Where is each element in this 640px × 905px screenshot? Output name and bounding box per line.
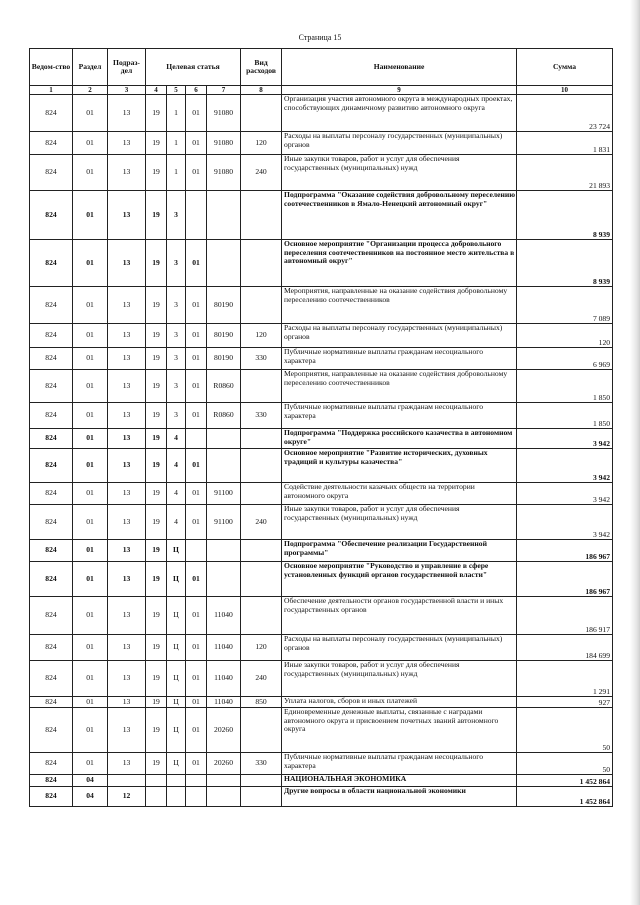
name-cell: Публичные нормативные выплаты гражданам несоциального характера	[282, 753, 517, 775]
sum-cell: 21 893	[517, 155, 613, 191]
expense-type-cell	[241, 787, 282, 807]
target-subprogram-cell: Ц	[167, 635, 186, 661]
expense-type-cell	[241, 370, 282, 403]
target-subprogram-cell: 3	[167, 348, 186, 370]
expense-type-cell: 240	[241, 155, 282, 191]
razdel-cell: 01	[73, 287, 108, 324]
podrazdel-cell: 13	[108, 287, 146, 324]
header-vedomstvo: Ведом-ство	[30, 49, 73, 86]
podrazdel-cell: 13	[108, 403, 146, 429]
column-number-cell: 6	[186, 86, 207, 95]
column-number-cell: 5	[167, 86, 186, 95]
podrazdel-cell: 13	[108, 348, 146, 370]
razdel-cell: 01	[73, 240, 108, 287]
name-cell: Иные закупки товаров, работ и услуг для обеспечения государственных (муниципальных) нужд	[282, 661, 517, 697]
podrazdel-cell: 13	[108, 155, 146, 191]
podrazdel-cell: 13	[108, 132, 146, 155]
razdel-cell: 01	[73, 429, 108, 449]
name-cell: НАЦИОНАЛЬНАЯ ЭКОНОМИКА	[282, 775, 517, 787]
podrazdel-cell: 13	[108, 449, 146, 483]
expense-type-cell: 330	[241, 753, 282, 775]
sum-cell: 7 089	[517, 287, 613, 324]
target-event-cell: 01	[186, 95, 207, 132]
target-subprogram-cell: 3	[167, 403, 186, 429]
podrazdel-cell: 13	[108, 540, 146, 562]
target-event-cell: 01	[186, 324, 207, 348]
sum-cell: 6 969	[517, 348, 613, 370]
column-number-cell: 2	[73, 86, 108, 95]
table-row	[30, 155, 613, 191]
target-event-cell: 01	[186, 697, 207, 708]
sum-cell: 3 942	[517, 505, 613, 540]
name-cell: Расходы на выплаты персоналу государственных (муниципальных) органов	[282, 635, 517, 661]
razdel-cell: 01	[73, 635, 108, 661]
vedomstvo-cell: 824	[30, 155, 73, 191]
table-row	[30, 449, 613, 483]
expense-type-cell: 240	[241, 505, 282, 540]
table-row	[30, 95, 613, 132]
target-program-cell: 19	[146, 708, 167, 753]
sum-cell: 120	[517, 324, 613, 348]
table-row	[30, 597, 613, 635]
table-row	[30, 787, 613, 807]
target-direction-cell: 91080	[207, 132, 241, 155]
table-row	[30, 505, 613, 540]
podrazdel-cell: 13	[108, 708, 146, 753]
name-cell: Обеспечение деятельности органов государственной власти и иных государственных органов	[282, 597, 517, 635]
vedomstvo-cell: 824	[30, 708, 73, 753]
target-subprogram-cell: 3	[167, 287, 186, 324]
vedomstvo-cell: 824	[30, 370, 73, 403]
sum-cell: 8 939	[517, 240, 613, 287]
target-subprogram-cell: Ц	[167, 540, 186, 562]
vedomstvo-cell: 824	[30, 753, 73, 775]
column-number-cell: 9	[282, 86, 517, 95]
podrazdel-cell: 13	[108, 95, 146, 132]
target-subprogram-cell: 4	[167, 449, 186, 483]
table-row	[30, 403, 613, 429]
sum-cell: 23 724	[517, 95, 613, 132]
target-subprogram-cell: Ц	[167, 753, 186, 775]
target-program-cell: 19	[146, 95, 167, 132]
table-row	[30, 240, 613, 287]
target-program-cell: 19	[146, 240, 167, 287]
sum-cell: 186 967	[517, 540, 613, 562]
podrazdel-cell: 13	[108, 240, 146, 287]
name-cell: Организация участия автономного округа в международных проектах, способствующих динамичному развитию автономного округа	[282, 95, 517, 132]
vedomstvo-cell: 824	[30, 540, 73, 562]
target-event-cell	[186, 540, 207, 562]
expense-type-cell	[241, 287, 282, 324]
sum-cell: 186 967	[517, 562, 613, 597]
podrazdel-cell: 13	[108, 661, 146, 697]
target-direction-cell: 11040	[207, 661, 241, 697]
target-program-cell: 19	[146, 449, 167, 483]
sum-cell: 927	[517, 697, 613, 708]
table-row	[30, 287, 613, 324]
target-program-cell: 19	[146, 562, 167, 597]
podrazdel-cell: 13	[108, 505, 146, 540]
target-subprogram-cell: 1	[167, 95, 186, 132]
target-program-cell: 19	[146, 429, 167, 449]
podrazdel-cell: 13	[108, 597, 146, 635]
column-number-cell: 3	[108, 86, 146, 95]
expense-type-cell	[241, 449, 282, 483]
target-direction-cell	[207, 562, 241, 597]
vedomstvo-cell: 824	[30, 597, 73, 635]
target-program-cell: 19	[146, 348, 167, 370]
razdel-cell: 01	[73, 348, 108, 370]
expense-type-cell	[241, 562, 282, 597]
target-direction-cell: 80190	[207, 348, 241, 370]
target-program-cell: 19	[146, 191, 167, 240]
razdel-cell: 01	[73, 324, 108, 348]
table-row	[30, 348, 613, 370]
target-event-cell: 01	[186, 155, 207, 191]
target-event-cell	[186, 191, 207, 240]
header-razdel: Раздел	[73, 49, 108, 86]
podrazdel-cell: 13	[108, 483, 146, 505]
sum-cell: 1 291	[517, 661, 613, 697]
podrazdel-cell: 13	[108, 370, 146, 403]
target-event-cell: 01	[186, 753, 207, 775]
header-naimenovanie: Наименование	[282, 49, 517, 86]
target-direction-cell: 91100	[207, 505, 241, 540]
razdel-cell: 01	[73, 661, 108, 697]
name-cell: Другие вопросы в области национальной экономики	[282, 787, 517, 807]
target-program-cell: 19	[146, 540, 167, 562]
target-subprogram-cell: Ц	[167, 697, 186, 708]
expense-type-cell	[241, 708, 282, 753]
expense-type-cell	[241, 597, 282, 635]
vedomstvo-cell: 824	[30, 775, 73, 787]
table-row	[30, 775, 613, 787]
razdel-cell: 01	[73, 540, 108, 562]
table-row	[30, 370, 613, 403]
target-direction-cell: 11040	[207, 635, 241, 661]
target-direction-cell	[207, 787, 241, 807]
header-summa: Сумма	[517, 49, 613, 86]
expense-type-cell	[241, 240, 282, 287]
target-direction-cell	[207, 775, 241, 787]
expense-type-cell	[241, 775, 282, 787]
expense-type-cell	[241, 483, 282, 505]
target-direction-cell: 80190	[207, 287, 241, 324]
expense-type-cell: 240	[241, 661, 282, 697]
target-program-cell: 19	[146, 370, 167, 403]
target-event-cell	[186, 775, 207, 787]
target-event-cell: 01	[186, 661, 207, 697]
table-row	[30, 708, 613, 753]
target-event-cell: 01	[186, 240, 207, 287]
target-subprogram-cell: 4	[167, 483, 186, 505]
razdel-cell: 01	[73, 483, 108, 505]
header-podrazdel: Подраз-дел	[108, 49, 146, 86]
target-event-cell: 01	[186, 348, 207, 370]
column-number-cell: 10	[517, 86, 613, 95]
vedomstvo-cell: 824	[30, 661, 73, 697]
table-row	[30, 635, 613, 661]
target-direction-cell: 80190	[207, 324, 241, 348]
name-cell: Мероприятия, направленные на оказание содействия добровольному переселению соотечественников	[282, 370, 517, 403]
target-event-cell: 01	[186, 483, 207, 505]
target-subprogram-cell: Ц	[167, 708, 186, 753]
target-event-cell	[186, 429, 207, 449]
razdel-cell: 01	[73, 403, 108, 429]
sum-cell: 50	[517, 708, 613, 753]
expense-type-cell	[241, 429, 282, 449]
razdel-cell: 01	[73, 155, 108, 191]
target-program-cell: 19	[146, 287, 167, 324]
header-celevaya-statya: Целевая статья	[146, 49, 241, 86]
target-direction-cell: 91080	[207, 155, 241, 191]
table-row	[30, 132, 613, 155]
podrazdel-cell: 13	[108, 429, 146, 449]
name-cell: Иные закупки товаров, работ и услуг для обеспечения государственных (муниципальных) нужд	[282, 155, 517, 191]
sum-cell: 1 452 864	[517, 775, 613, 787]
expense-type-cell	[241, 540, 282, 562]
vedomstvo-cell: 824	[30, 429, 73, 449]
name-cell: Расходы на выплаты персоналу государственных (муниципальных) органов	[282, 324, 517, 348]
sum-cell: 184 699	[517, 635, 613, 661]
vedomstvo-cell: 824	[30, 449, 73, 483]
target-event-cell: 01	[186, 597, 207, 635]
razdel-cell: 01	[73, 191, 108, 240]
target-direction-cell: 20260	[207, 708, 241, 753]
column-number-cell: 8	[241, 86, 282, 95]
vedomstvo-cell: 824	[30, 132, 73, 155]
column-number-cell: 7	[207, 86, 241, 95]
target-direction-cell	[207, 240, 241, 287]
target-event-cell: 01	[186, 449, 207, 483]
podrazdel-cell: 13	[108, 697, 146, 708]
target-direction-cell	[207, 429, 241, 449]
razdel-cell: 01	[73, 562, 108, 597]
column-number-cell: 1	[30, 86, 73, 95]
name-cell: Основное мероприятие "Организации процесса добровольного переселения соотечественников на постоянное место жительства в автономный округ"	[282, 240, 517, 287]
vedomstvo-cell: 824	[30, 324, 73, 348]
target-event-cell	[186, 787, 207, 807]
razdel-cell: 04	[73, 775, 108, 787]
vedomstvo-cell: 824	[30, 505, 73, 540]
table-row	[30, 483, 613, 505]
podrazdel-cell: 13	[108, 191, 146, 240]
expense-type-cell	[241, 191, 282, 240]
target-direction-cell	[207, 191, 241, 240]
target-subprogram-cell: 1	[167, 132, 186, 155]
table-row	[30, 429, 613, 449]
name-cell: Основное мероприятие "Руководство и управление в сфере установленных функций органов государственной власти"	[282, 562, 517, 597]
expense-type-cell: 330	[241, 348, 282, 370]
target-program-cell: 19	[146, 597, 167, 635]
table-row	[30, 753, 613, 775]
podrazdel-cell: 13	[108, 635, 146, 661]
name-cell: Подпрограмма "Поддержка российского казачества в автономном округе"	[282, 429, 517, 449]
razdel-cell: 01	[73, 449, 108, 483]
target-program-cell: 19	[146, 324, 167, 348]
name-cell: Подпрограмма "Обеспечение реализации Государственной программы"	[282, 540, 517, 562]
sum-cell: 1 452 864	[517, 787, 613, 807]
razdel-cell: 01	[73, 708, 108, 753]
vedomstvo-cell: 824	[30, 403, 73, 429]
target-direction-cell	[207, 540, 241, 562]
name-cell: Единовременные денежные выплаты, связанные с наградами автономного округа и присвоением почетных званий автономного округа	[282, 708, 517, 753]
expense-type-cell: 120	[241, 132, 282, 155]
target-subprogram-cell: Ц	[167, 597, 186, 635]
name-cell: Основное мероприятие "Развитие исторических, духовных традиций и культуры казачества"	[282, 449, 517, 483]
table-body	[30, 95, 613, 807]
target-subprogram-cell: 4	[167, 505, 186, 540]
target-subprogram-cell	[167, 775, 186, 787]
page-number-label: Страница 15	[298, 33, 342, 42]
sum-cell: 1 850	[517, 370, 613, 403]
vedomstvo-cell: 824	[30, 95, 73, 132]
target-program-cell: 19	[146, 483, 167, 505]
vedomstvo-cell: 824	[30, 483, 73, 505]
vedomstvo-cell: 824	[30, 562, 73, 597]
podrazdel-cell: 13	[108, 324, 146, 348]
name-cell: Мероприятия, направленные на оказание содействия добровольному переселению соотечественников	[282, 287, 517, 324]
target-event-cell: 01	[186, 403, 207, 429]
table-row	[30, 562, 613, 597]
header-vid-rashodov: Вид расходов	[241, 49, 282, 86]
table-row	[30, 324, 613, 348]
razdel-cell: 01	[73, 370, 108, 403]
target-program-cell: 19	[146, 661, 167, 697]
target-event-cell: 01	[186, 132, 207, 155]
razdel-cell: 01	[73, 697, 108, 708]
target-direction-cell: 91080	[207, 95, 241, 132]
podrazdel-cell: 12	[108, 787, 146, 807]
sum-cell: 3 942	[517, 449, 613, 483]
target-subprogram-cell: Ц	[167, 562, 186, 597]
sum-cell: 3 942	[517, 483, 613, 505]
target-program-cell	[146, 787, 167, 807]
target-program-cell: 19	[146, 403, 167, 429]
expense-type-cell: 850	[241, 697, 282, 708]
target-direction-cell: 91100	[207, 483, 241, 505]
column-number-cell: 4	[146, 86, 167, 95]
target-event-cell: 01	[186, 708, 207, 753]
target-subprogram-cell: Ц	[167, 661, 186, 697]
target-subprogram-cell: 4	[167, 429, 186, 449]
target-program-cell: 19	[146, 505, 167, 540]
razdel-cell: 04	[73, 787, 108, 807]
expense-type-cell: 120	[241, 635, 282, 661]
podrazdel-cell: 13	[108, 753, 146, 775]
table-row	[30, 540, 613, 562]
razdel-cell: 01	[73, 95, 108, 132]
name-cell: Публичные нормативные выплаты гражданам несоциального характера	[282, 403, 517, 429]
target-subprogram-cell: 1	[167, 155, 186, 191]
podrazdel-cell: 13	[108, 562, 146, 597]
razdel-cell: 01	[73, 753, 108, 775]
name-cell: Содействие деятельности казачьих обществ на территории автономного округа	[282, 483, 517, 505]
target-event-cell: 01	[186, 635, 207, 661]
target-event-cell: 01	[186, 505, 207, 540]
sum-cell: 1 850	[517, 403, 613, 429]
expense-type-cell: 120	[241, 324, 282, 348]
target-subprogram-cell	[167, 787, 186, 807]
vedomstvo-cell: 824	[30, 287, 73, 324]
sum-cell: 8 939	[517, 191, 613, 240]
target-program-cell: 19	[146, 155, 167, 191]
scan-edge-shadow	[630, 0, 640, 905]
vedomstvo-cell: 824	[30, 240, 73, 287]
expense-type-cell: 330	[241, 403, 282, 429]
expense-type-cell	[241, 95, 282, 132]
target-event-cell: 01	[186, 287, 207, 324]
target-subprogram-cell: 3	[167, 370, 186, 403]
vedomstvo-cell: 824	[30, 348, 73, 370]
podrazdel-cell	[108, 775, 146, 787]
target-subprogram-cell: 3	[167, 240, 186, 287]
budget-table	[29, 48, 613, 807]
vedomstvo-cell: 824	[30, 191, 73, 240]
vedomstvo-cell: 824	[30, 635, 73, 661]
target-subprogram-cell: 3	[167, 191, 186, 240]
target-direction-cell: R0860	[207, 370, 241, 403]
razdel-cell: 01	[73, 132, 108, 155]
name-cell: Публичные нормативные выплаты гражданам несоциального характера	[282, 348, 517, 370]
target-program-cell: 19	[146, 753, 167, 775]
table-row	[30, 661, 613, 697]
target-event-cell: 01	[186, 370, 207, 403]
target-direction-cell	[207, 449, 241, 483]
razdel-cell: 01	[73, 505, 108, 540]
name-cell: Подпрограмма "Оказание содействия добровольному переселению соотечественников в Ямало-Ненецкий автономный округ"	[282, 191, 517, 240]
name-cell: Иные закупки товаров, работ и услуг для обеспечения государственных (муниципальных) нужд	[282, 505, 517, 540]
target-direction-cell: 20260	[207, 753, 241, 775]
target-program-cell: 19	[146, 635, 167, 661]
name-cell: Расходы на выплаты персоналу государственных (муниципальных) органов	[282, 132, 517, 155]
target-direction-cell: 11040	[207, 697, 241, 708]
target-subprogram-cell: 3	[167, 324, 186, 348]
table-row	[30, 697, 613, 708]
target-program-cell: 19	[146, 697, 167, 708]
target-direction-cell: R0860	[207, 403, 241, 429]
sum-cell: 3 942	[517, 429, 613, 449]
sum-cell: 186 917	[517, 597, 613, 635]
vedomstvo-cell: 824	[30, 697, 73, 708]
sum-cell: 50	[517, 753, 613, 775]
vedomstvo-cell: 824	[30, 787, 73, 807]
target-direction-cell: 11040	[207, 597, 241, 635]
name-cell: Уплата налогов, сборов и иных платежей	[282, 697, 517, 708]
razdel-cell: 01	[73, 597, 108, 635]
table-row	[30, 191, 613, 240]
target-program-cell: 19	[146, 132, 167, 155]
sum-cell: 1 831	[517, 132, 613, 155]
column-number-row	[30, 86, 613, 95]
target-event-cell: 01	[186, 562, 207, 597]
target-program-cell	[146, 775, 167, 787]
